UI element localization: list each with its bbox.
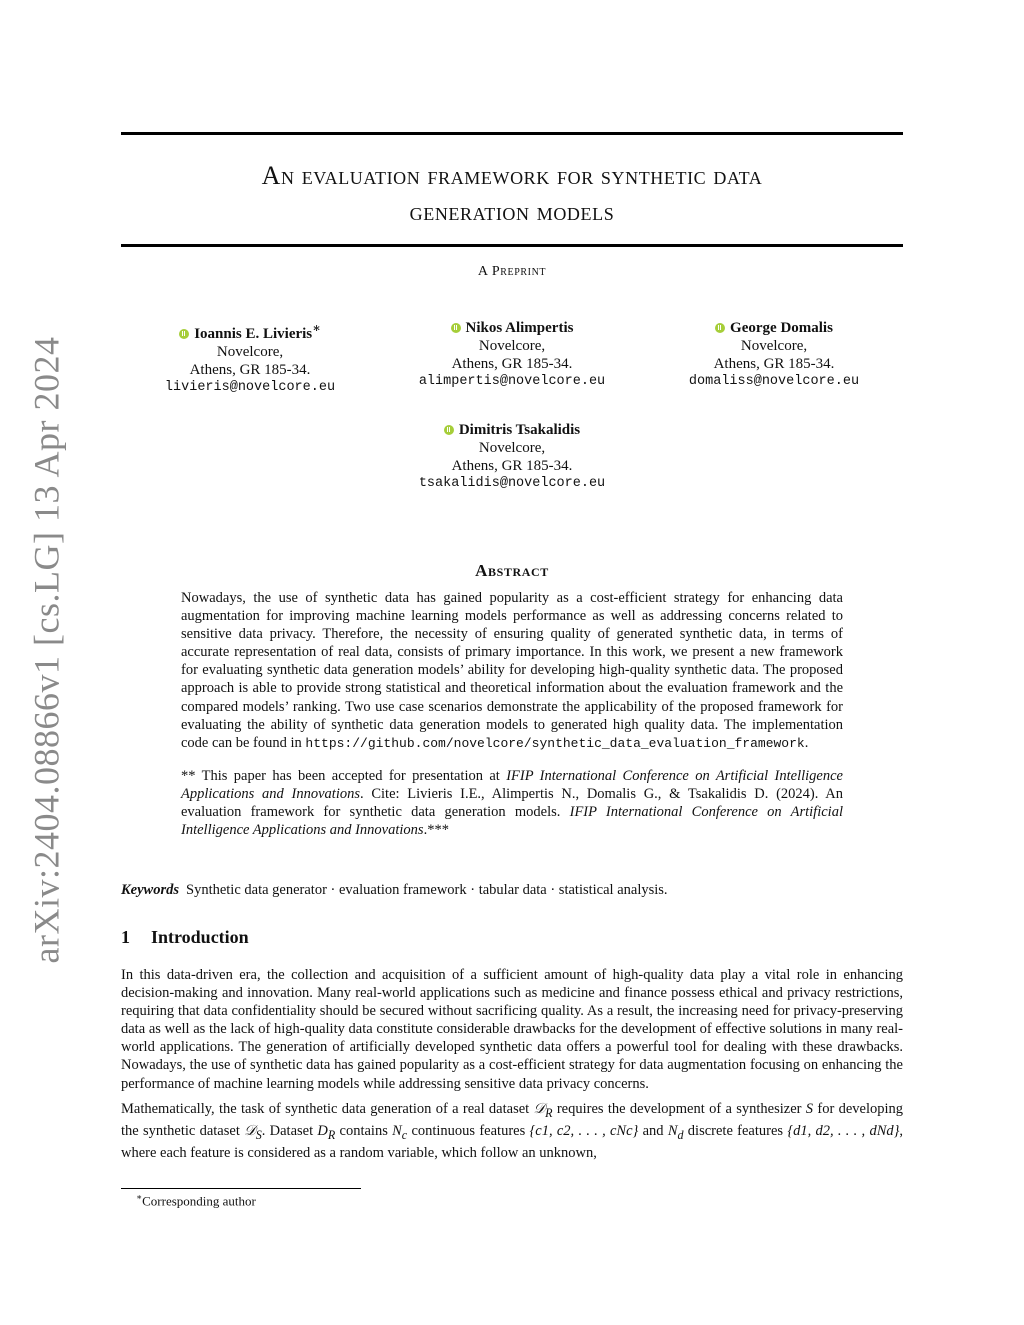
author-address: Athens, GR 185-34. (451, 458, 573, 474)
introduction-body (121, 966, 903, 1169)
section-heading-introduction (121, 927, 249, 948)
paper-title (121, 158, 903, 230)
author-address: Athens, GR 185-34. (451, 356, 573, 372)
arxiv-side-stamp (16, 336, 76, 964)
author-email[interactable]: domaliss@novelcore.eu (688, 374, 860, 389)
author-block (120, 319, 380, 397)
author-email[interactable]: livieris@novelcore.eu (164, 380, 336, 395)
abstract-paragraph: Nowadays, the use of synthetic data has gained popularity as a cost-efficient strategy for enhancing data augmentation for improving machine learning models performance as well as addressing concerns related to sensitive data privacy. Therefore, the necessity of ensuring quality of generated synthetic data, in terms of accurate representation of real data, consists of primary importance. In this work, we present a new framework for evaluating synthetic data generation models’ ability for developing high-quality synthetic data. The proposed approach is able to provide strong statistical and theoretical information about the evaluation framework and the compared models’ ranking. Two use case scenarios demonstrate the applicability of the proposed framework for evaluating the ability of synthetic data generation models to generated high quality data. The implementation code can be found in https://github.com/novelcore/synthetic_data_evaluation_framework. (181, 590, 843, 751)
section-number: 1 (121, 927, 130, 947)
author-affiliation: Novelcore, (740, 338, 808, 354)
arxiv-identifier: arXiv:2404.08866v1 [cs.LG] 13 Apr 2024 (26, 336, 67, 964)
keywords-line (121, 882, 903, 899)
author-affiliation: Novelcore, (478, 338, 546, 354)
author-email[interactable]: tsakalidis@novelcore.eu (418, 476, 606, 491)
author-block (644, 319, 904, 397)
authors-row-2 (120, 421, 904, 493)
author-address: Athens, GR 185-34. (713, 356, 835, 372)
orcid-icon[interactable] (444, 425, 454, 435)
author-name: George Domalis (730, 320, 833, 336)
author-block (382, 319, 642, 397)
author-block (382, 421, 642, 493)
authors-row-1 (120, 319, 904, 397)
preprint-label: A Preprint (477, 264, 547, 279)
abstract-heading: Abstract (475, 561, 549, 580)
author-name: Ioannis E. Livieris (194, 326, 313, 342)
footnote-marker: ∗ (136, 1192, 143, 1202)
code-url-link[interactable]: https://github.com/novelcore/synthetic_data_evaluation_framework (305, 735, 805, 751)
author-address: Athens, GR 185-34. (189, 362, 311, 378)
venue-name: IFIP International Conference on Artificial Intelligence Applications and Innovations (181, 767, 843, 802)
footnote-rule (121, 1188, 361, 1189)
author-email[interactable]: alimpertis@novelcore.eu (418, 374, 606, 389)
keywords-text: Synthetic data generator · evaluation framework · tabular data · statistical analysis. (186, 882, 668, 898)
orcid-icon[interactable] (179, 329, 189, 339)
title-rule-top (121, 132, 903, 135)
abstract-body (181, 589, 843, 839)
author-affiliation: Novelcore, (216, 344, 284, 360)
title-rule-bottom (121, 244, 903, 247)
intro-paragraph-2: Mathematically, the task of synthetic data generation of a real dataset 𝒟$_R$ requires the development of a synthesizer S for developing the synthetic dataset 𝒟$_S$. Dataset $D_R$ contains $N_c$ continuous features {c1, c2, . . . , cNc} and $N_d$ discrete features {d1, d2, . . . , dNd}, where each feature is considered as a random variable, which follow an unknown, (121, 1100, 904, 1161)
author-affiliation: Novelcore, (478, 440, 546, 456)
acceptance-note: ** This paper has been accepted for presentation at IFIP International Conference on Artificial Intelligence Applications and Innovations. Cite: Livieris I.E., Alimpertis N., Domalis G., & Tsakalidis D. (2024). An evaluation framework for synthetic data generation models. IFIP International Conference on Artificial Intelligence Applications and Innovations.*** (181, 767, 844, 839)
orcid-icon[interactable] (715, 323, 725, 333)
orcid-icon[interactable] (451, 323, 461, 333)
venue-name: IFIP International Conference on Artificial Intelligence Applications and Innovations (181, 804, 843, 839)
footnote (136, 1192, 256, 1209)
footnote-text: Corresponding author (142, 1193, 256, 1209)
intro-paragraph-1: In this data-driven era, the collection and acquisition of a sufficient amount of high-quality data play a vital role in enhancing decision-making and innovation. Many real-world applications such as medicine and finance possess ethical and privacy restrictions, requiring that data confidentiality should be secured without sacrificing quality. As a result, the increasing need for privacy-preserving data as well as the lack of high-quality data constitute considerable drawbacks for the development of effective solutions in many real-world applications. The generation of artificially developed synthetic data offers a powerful tool for dealing with these drawbacks. Nowadays, the use of synthetic data has gained popularity as a cost-efficient strategy for data augmentation focusing on enhancing the performance of machine learning models while addressing sensitive data privacy concerns. (121, 967, 903, 1092)
author-marker: ∗ (312, 321, 321, 335)
section-title: Introduction (151, 927, 249, 947)
title-line-1: An evaluation framework for synthetic data (261, 161, 763, 190)
author-name: Nikos Alimpertis (465, 320, 574, 336)
title-line-2: generation models (409, 197, 615, 226)
author-name: Dimitris Tsakalidis (458, 422, 581, 438)
keywords-label: Keywords (121, 882, 179, 898)
